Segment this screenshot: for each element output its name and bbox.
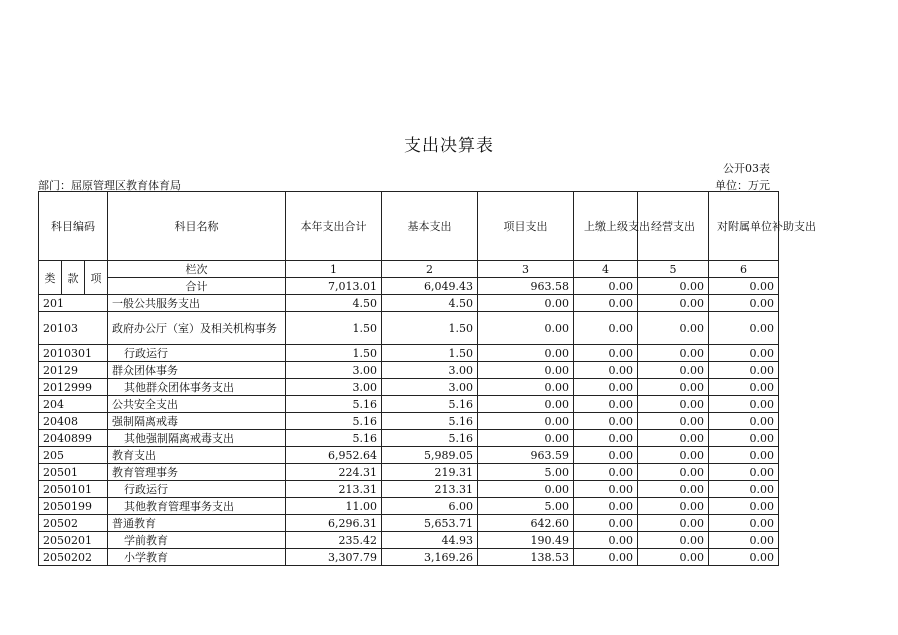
row-operating: 0.00 <box>638 532 709 549</box>
row-total: 3.00 <box>286 362 382 379</box>
row-project: 190.49 <box>478 532 574 549</box>
row-code: 2050199 <box>39 498 108 515</box>
row-basic: 3.00 <box>382 379 478 396</box>
row-operating: 0.00 <box>638 345 709 362</box>
row-basic: 1.50 <box>382 312 478 345</box>
row-name: 教育支出 <box>108 447 286 464</box>
header-upper: 上缴上级支出 <box>574 192 638 261</box>
total-row <box>39 278 779 295</box>
row-total: 6,296.31 <box>286 515 382 532</box>
row-name: 普通教育 <box>108 515 286 532</box>
header-total: 本年支出合计 <box>286 192 382 261</box>
table-row <box>39 532 779 549</box>
table-row <box>39 362 779 379</box>
table-row <box>39 447 779 464</box>
total-label: 合计 <box>108 278 286 295</box>
row-subsidy: 0.00 <box>709 295 779 312</box>
row-subsidy: 0.00 <box>709 396 779 413</box>
row-basic: 5,989.05 <box>382 447 478 464</box>
row-operating: 0.00 <box>638 362 709 379</box>
row-code: 205 <box>39 447 108 464</box>
row-project: 138.53 <box>478 549 574 566</box>
row-name: 其他教育管理事务支出 <box>108 498 286 515</box>
header-operating: 经营支出 <box>638 192 709 261</box>
row-code: 2050201 <box>39 532 108 549</box>
col-index-2: 2 <box>382 261 478 278</box>
table-row <box>39 515 779 532</box>
row-total: 6,952.64 <box>286 447 382 464</box>
row-name: 行政运行 <box>108 481 286 498</box>
row-name: 公共安全支出 <box>108 396 286 413</box>
row-project: 0.00 <box>478 312 574 345</box>
column-index-row <box>39 261 779 278</box>
row-name: 政府办公厅（室）及相关机构事务 <box>108 312 286 345</box>
table-row <box>39 549 779 566</box>
row-name: 一般公共服务支出 <box>108 295 286 312</box>
row-name: 小学教育 <box>108 549 286 566</box>
row-code: 2050101 <box>39 481 108 498</box>
row-operating: 0.00 <box>638 549 709 566</box>
row-subsidy: 0.00 <box>709 447 779 464</box>
row-basic: 213.31 <box>382 481 478 498</box>
row-name: 强制隔离戒毒 <box>108 413 286 430</box>
total-subsidy: 0.00 <box>709 278 779 295</box>
row-subsidy: 0.00 <box>709 379 779 396</box>
row-total: 3.00 <box>286 379 382 396</box>
table-row <box>39 312 779 345</box>
row-subsidy: 0.00 <box>709 515 779 532</box>
row-basic: 1.50 <box>382 345 478 362</box>
row-total: 5.16 <box>286 430 382 447</box>
table-row <box>39 396 779 413</box>
row-name: 其他强制隔离戒毒支出 <box>108 430 286 447</box>
row-code: 2040899 <box>39 430 108 447</box>
row-code: 2012999 <box>39 379 108 396</box>
row-upper: 0.00 <box>574 498 638 515</box>
row-total: 5.16 <box>286 396 382 413</box>
table-row <box>39 295 779 312</box>
col-index-3: 3 <box>478 261 574 278</box>
row-project: 0.00 <box>478 379 574 396</box>
total-project: 963.58 <box>478 278 574 295</box>
table-row <box>39 430 779 447</box>
row-operating: 0.00 <box>638 379 709 396</box>
header-subsidy: 对附属单位补助支出 <box>709 192 779 261</box>
row-total: 224.31 <box>286 464 382 481</box>
col-index-4: 4 <box>574 261 638 278</box>
row-operating: 0.00 <box>638 396 709 413</box>
row-total: 5.16 <box>286 413 382 430</box>
row-project: 5.00 <box>478 498 574 515</box>
row-operating: 0.00 <box>638 295 709 312</box>
row-code: 20103 <box>39 312 108 345</box>
row-subsidy: 0.00 <box>709 312 779 345</box>
col-index-1: 1 <box>286 261 382 278</box>
row-total: 4.50 <box>286 295 382 312</box>
row-basic: 5,653.71 <box>382 515 478 532</box>
row-upper: 0.00 <box>574 464 638 481</box>
total-upper: 0.00 <box>574 278 638 295</box>
row-basic: 4.50 <box>382 295 478 312</box>
row-total: 213.31 <box>286 481 382 498</box>
page-title: 支出决算表 <box>404 136 494 156</box>
table-row <box>39 413 779 430</box>
row-subsidy: 0.00 <box>709 532 779 549</box>
header-name: 科目名称 <box>108 192 286 261</box>
table-body <box>39 295 779 566</box>
row-code: 2010301 <box>39 345 108 362</box>
row-upper: 0.00 <box>574 379 638 396</box>
row-operating: 0.00 <box>638 312 709 345</box>
row-upper: 0.00 <box>574 481 638 498</box>
header-row <box>39 192 779 261</box>
row-total: 1.50 <box>286 312 382 345</box>
table-row <box>39 464 779 481</box>
row-project: 963.59 <box>478 447 574 464</box>
row-total: 3,307.79 <box>286 549 382 566</box>
row-name: 学前教育 <box>108 532 286 549</box>
row-subsidy: 0.00 <box>709 549 779 566</box>
row-basic: 5.16 <box>382 396 478 413</box>
row-subsidy: 0.00 <box>709 430 779 447</box>
row-upper: 0.00 <box>574 515 638 532</box>
row-basic: 5.16 <box>382 430 478 447</box>
row-upper: 0.00 <box>574 362 638 379</box>
col-index-6: 6 <box>709 261 779 278</box>
row-operating: 0.00 <box>638 413 709 430</box>
row-name: 其他群众团体事务支出 <box>108 379 286 396</box>
table-row <box>39 498 779 515</box>
row-upper: 0.00 <box>574 430 638 447</box>
row-basic: 219.31 <box>382 464 478 481</box>
row-code: 20501 <box>39 464 108 481</box>
row-upper: 0.00 <box>574 549 638 566</box>
expenditure-table <box>38 191 817 566</box>
row-project: 642.60 <box>478 515 574 532</box>
row-code: 20408 <box>39 413 108 430</box>
row-upper: 0.00 <box>574 295 638 312</box>
unit-label: 单位：万元 <box>715 179 770 192</box>
row-upper: 0.00 <box>574 345 638 362</box>
row-code: 201 <box>39 295 108 312</box>
row-name: 群众团体事务 <box>108 362 286 379</box>
row-operating: 0.00 <box>638 498 709 515</box>
header-lanci: 栏次 <box>108 261 286 278</box>
row-total: 11.00 <box>286 498 382 515</box>
row-operating: 0.00 <box>638 515 709 532</box>
header-kuan: 款 <box>62 261 85 295</box>
row-project: 0.00 <box>478 396 574 413</box>
header-xiang: 项 <box>85 261 108 295</box>
row-operating: 0.00 <box>638 430 709 447</box>
total-operating: 0.00 <box>638 278 709 295</box>
row-basic: 5.16 <box>382 413 478 430</box>
row-upper: 0.00 <box>574 396 638 413</box>
header-basic: 基本支出 <box>382 192 478 261</box>
row-subsidy: 0.00 <box>709 413 779 430</box>
row-upper: 0.00 <box>574 312 638 345</box>
row-basic: 44.93 <box>382 532 478 549</box>
header-code: 科目编码 <box>39 192 108 261</box>
row-project: 5.00 <box>478 464 574 481</box>
table-number: 公开03表 <box>723 162 770 175</box>
row-basic: 6.00 <box>382 498 478 515</box>
row-project: 0.00 <box>478 345 574 362</box>
row-upper: 0.00 <box>574 532 638 549</box>
header-project: 项目支出 <box>478 192 574 261</box>
row-project: 0.00 <box>478 362 574 379</box>
row-code: 20502 <box>39 515 108 532</box>
row-operating: 0.00 <box>638 447 709 464</box>
row-project: 0.00 <box>478 430 574 447</box>
row-upper: 0.00 <box>574 447 638 464</box>
row-project: 0.00 <box>478 413 574 430</box>
row-total: 235.42 <box>286 532 382 549</box>
department-label: 部门：屈原管理区教育体育局 <box>38 179 181 192</box>
row-subsidy: 0.00 <box>709 481 779 498</box>
table-row <box>39 379 779 396</box>
row-name: 行政运行 <box>108 345 286 362</box>
row-operating: 0.00 <box>638 464 709 481</box>
table-row <box>39 345 779 362</box>
header-lei: 类 <box>39 261 62 295</box>
total-basic: 6,049.43 <box>382 278 478 295</box>
row-upper: 0.00 <box>574 413 638 430</box>
row-code: 20129 <box>39 362 108 379</box>
row-code: 2050202 <box>39 549 108 566</box>
row-subsidy: 0.00 <box>709 345 779 362</box>
row-project: 0.00 <box>478 295 574 312</box>
row-total: 1.50 <box>286 345 382 362</box>
row-basic: 3.00 <box>382 362 478 379</box>
row-subsidy: 0.00 <box>709 498 779 515</box>
col-index-5: 5 <box>638 261 709 278</box>
row-subsidy: 0.00 <box>709 464 779 481</box>
row-code: 204 <box>39 396 108 413</box>
row-basic: 3,169.26 <box>382 549 478 566</box>
row-subsidy: 0.00 <box>709 362 779 379</box>
row-project: 0.00 <box>478 481 574 498</box>
row-operating: 0.00 <box>638 481 709 498</box>
total-total: 7,013.01 <box>286 278 382 295</box>
table-row <box>39 481 779 498</box>
row-name: 教育管理事务 <box>108 464 286 481</box>
